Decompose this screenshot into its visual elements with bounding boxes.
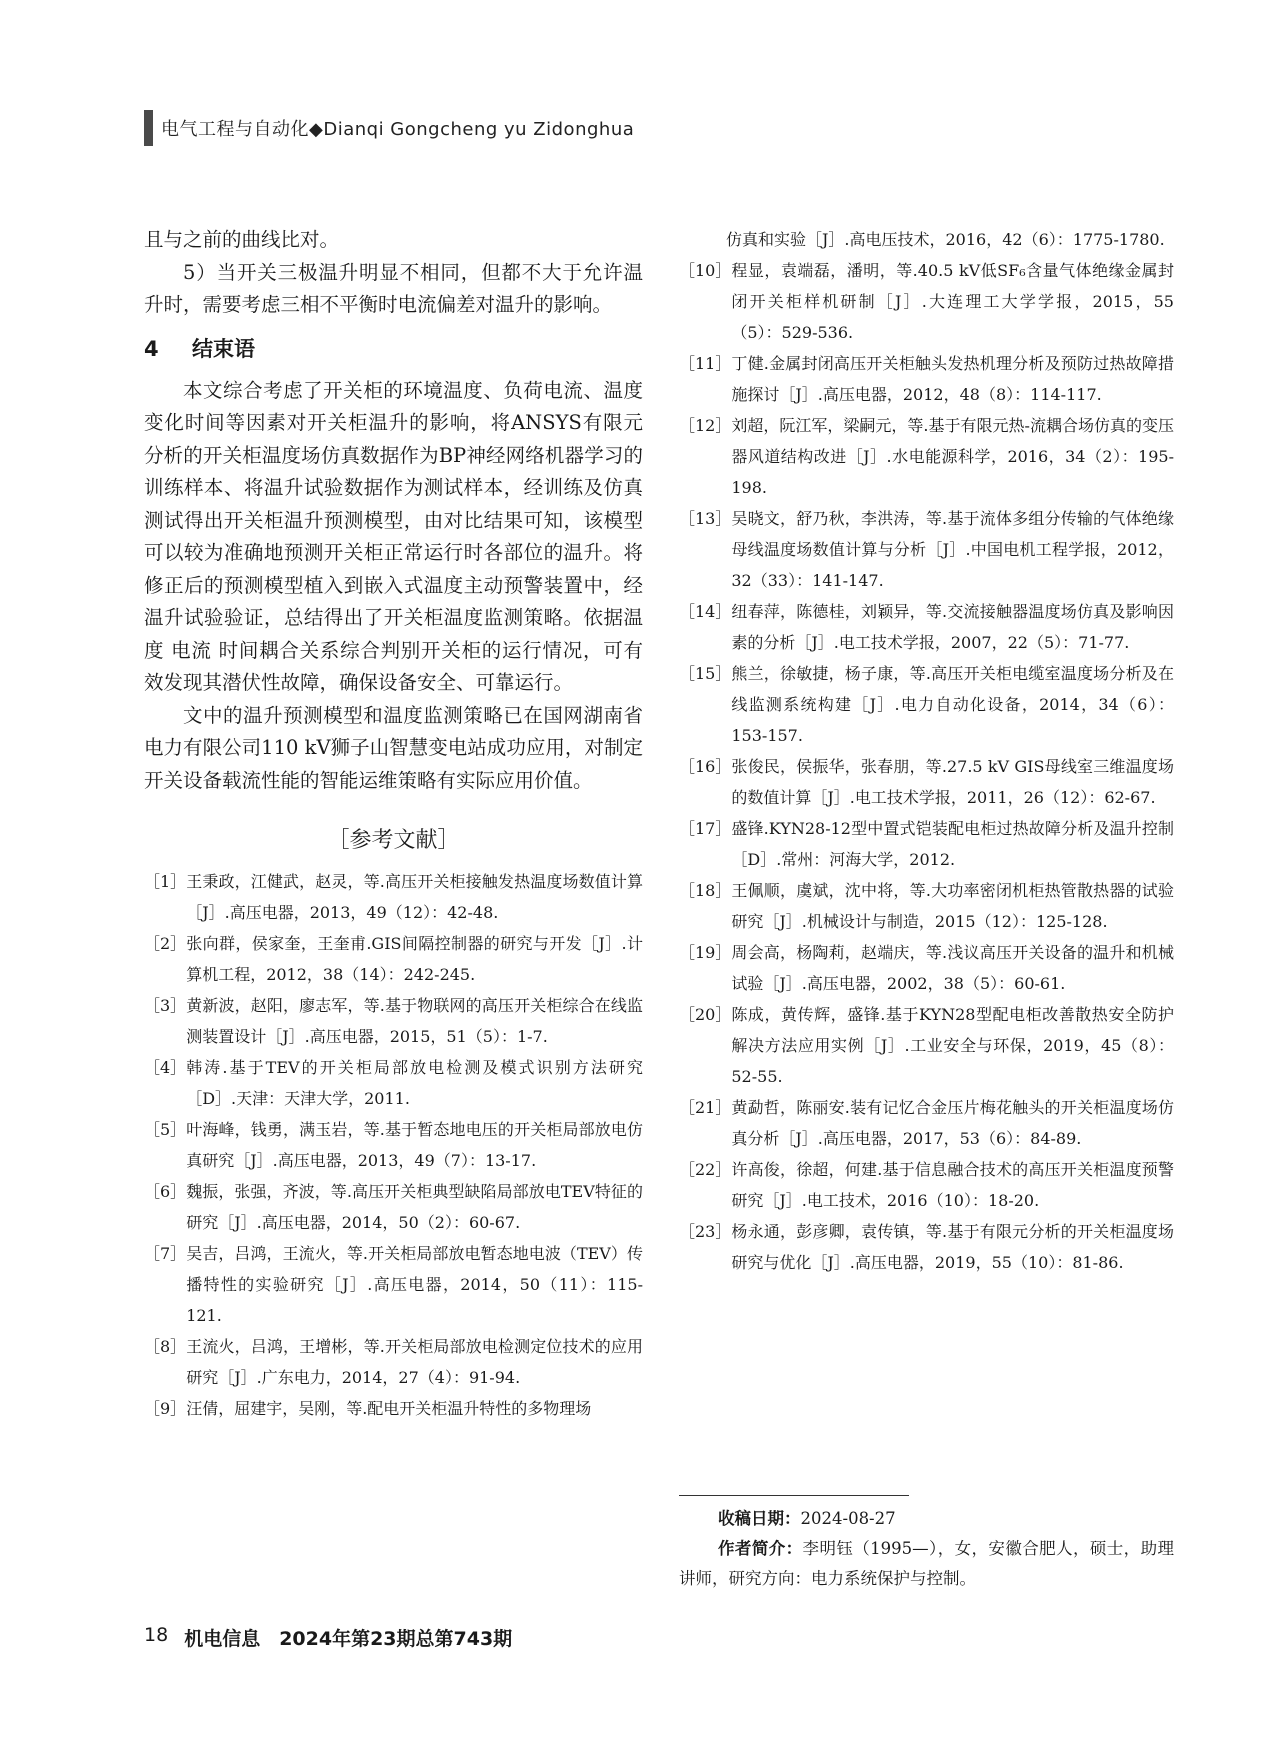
reference-text: 纽春萍，陈德桂，刘颖异，等.交流接触器温度场仿真及影响因素的分析［J］.电工技术学报，2007，22（5）：71-77.: [731, 602, 1174, 652]
reference-item: [144, 990, 643, 1052]
reference-number: ［12］: [679, 416, 732, 435]
reference-text: 黄勐哲，陈丽安.装有记忆合金压片梅花触头的开关柜温度场仿真分析［J］.高压电器，2017，53（6）：84-89.: [731, 1098, 1174, 1148]
footnote: [679, 1504, 1174, 1594]
received-value: 2024-08-27: [800, 1509, 896, 1528]
reference-item: [144, 1393, 643, 1424]
footnote-divider: [679, 1495, 909, 1496]
reference-number: ［3］: [144, 996, 187, 1015]
reference-number: ［23］: [679, 1222, 732, 1241]
reference-text: 吴晓文，舒乃秋，李洪涛，等.基于流体多组分传输的气体绝缘母线温度场数值计算与分析［J］.中国电机工程学报，2012，32（33）：141-147.: [731, 509, 1174, 590]
reference-item: [679, 410, 1174, 503]
reference-number: ［18］: [679, 881, 732, 900]
reference-item: [679, 1092, 1174, 1154]
header-title: 电气工程与自动化◆Dianqi Gongcheng yu Zidonghua: [161, 119, 635, 140]
reference-continuation: 仿真和实验［J］.高电压技术，2016，42（6）：1775-1780.: [726, 230, 1165, 249]
reference-number: ［7］: [144, 1244, 187, 1263]
reference-item: [144, 1052, 643, 1114]
author-value: 李明钰（1995—），女，安徽合肥人，硕士，助理讲师，研究方向：电力系统保护与控制。: [679, 1539, 1174, 1588]
reference-item: [679, 999, 1174, 1092]
reference-item: [679, 596, 1174, 658]
reference-number: ［16］: [679, 757, 732, 776]
received-label: 收稿日期：: [718, 1509, 801, 1528]
reference-item: [144, 1176, 643, 1238]
reference-number: ［20］: [679, 1005, 732, 1024]
reference-number: ［9］: [144, 1399, 187, 1418]
reference-text: 程显，袁端磊，潘明，等.40.5 kV低SF₆含量气体绝缘金属封闭开关柜样机研制［J］.大连理工大学学报，2015，55（5）：529-536.: [731, 261, 1174, 342]
page-number: 18: [144, 1624, 169, 1646]
section-number: 4: [144, 336, 159, 361]
reference-item: [144, 928, 643, 990]
reference-text: 许高俊，徐超，何建.基于信息融合技术的高压开关柜温度预警研究［J］.电工技术，2016（10）：18-20.: [731, 1160, 1174, 1210]
right-column: [679, 224, 1174, 1278]
section-heading: [144, 333, 643, 365]
reference-number: ［17］: [679, 819, 732, 838]
reference-number: ［19］: [679, 943, 732, 962]
reference-item: [679, 937, 1174, 999]
reference-number: ［1］: [144, 872, 187, 891]
reference-number: ［15］: [679, 664, 732, 683]
reference-item: [679, 875, 1174, 937]
conclusion-paragraph-2: 文中的温升预测模型和温度监测策略已在国网湖南省电力有限公司110 kV狮子山智慧变电站成功应用，对制定开关设备载流性能的智能运维策略有实际应用价值。: [144, 703, 643, 792]
reference-number: ［6］: [144, 1182, 187, 1201]
reference-text: 叶海峰，钱勇，满玉岩，等.基于暂态地电压的开关柜局部放电仿真研究［J］.高压电器，2013，49（7）：13-17.: [186, 1120, 643, 1170]
reference-text: 张俊民，侯振华，张春朋，等.27.5 kV GIS母线室三维温度场的数值计算［J］.电工技术学报，2011，26（12）：62-67.: [731, 757, 1174, 807]
author-bio: [679, 1534, 1174, 1594]
reference-item: [679, 1154, 1174, 1216]
reference-text: 刘超，阮江军，梁嗣元，等.基于有限元热-流耦合场仿真的变压器风道结构改进［J］.水电能源科学，2016，34（2）：195-198.: [731, 416, 1174, 497]
reference-text: 王秉政，江健武，赵灵，等.高压开关柜接触发热温度场数值计算［J］.高压电器，2013，49（12）：42-48.: [186, 872, 643, 922]
paragraph-continued: 且与之前的曲线比对。: [144, 228, 340, 251]
reference-number: ［22］: [679, 1160, 732, 1179]
paragraph-item-5: 5）当开关三极温升明显不相同，但都不大于允许温升时，需要考虑三相不平衡时电流偏差对温升的影响。: [144, 260, 643, 316]
journal-issue: 机电信息 2024年第23期总第743期: [184, 1628, 513, 1650]
reference-text: 张向群，侯家奎，王奎甫.GIS间隔控制器的研究与开发［J］.计算机工程，2012，38（14）：242-245.: [186, 934, 643, 984]
reference-item: [144, 1114, 643, 1176]
reference-item: [144, 866, 643, 928]
reference-text: 周会高，杨陶莉，赵端庆，等.浅议高压开关设备的温升和机械试验［J］.高压电器，2002，38（5）：60-61.: [731, 943, 1174, 993]
section-title: 结束语: [192, 336, 255, 361]
reference-text: 韩涛.基于TEV的开关柜局部放电检测及模式识别方法研究［D］.天津：天津大学，2011.: [186, 1058, 643, 1108]
reference-number: ［21］: [679, 1098, 732, 1117]
reference-text: 黄新波，赵阳，廖志军，等.基于物联网的高压开关柜综合在线监测装置设计［J］.高压电器，2015，51（5）：1-7.: [186, 996, 643, 1046]
reference-text: 杨永通，彭彦卿，袁传镇，等.基于有限元分析的开关柜温度场研究与优化［J］.高压电器，2019，55（10）：81-86.: [731, 1222, 1174, 1272]
left-column: [144, 224, 643, 1424]
reference-item: [144, 1331, 643, 1393]
reference-number: ［14］: [679, 602, 732, 621]
page-footer: [144, 1624, 512, 1651]
header-bar: [144, 110, 153, 146]
references-title: ［参考文献］: [327, 828, 460, 853]
reference-text: 陈成，黄传辉，盛锋.基于KYN28型配电柜改善散热安全防护解决方法应用实例［J］.工业安全与环保，2019，45（8）：52-55.: [731, 1005, 1174, 1086]
reference-number: ［4］: [144, 1058, 187, 1077]
reference-item: [679, 1216, 1174, 1278]
reference-item: [679, 255, 1174, 348]
reference-number: ［2］: [144, 934, 187, 953]
author-label: 作者简介：: [718, 1539, 803, 1558]
reference-number: ［10］: [679, 261, 732, 280]
reference-item: [679, 348, 1174, 410]
reference-number: ［8］: [144, 1337, 187, 1356]
reference-text: 王佩顺，虞斌，沈中将，等.大功率密闭机柜热管散热器的试验研究［J］.机械设计与制造，2015（12）：125-128.: [731, 881, 1174, 931]
reference-number: ［5］: [144, 1120, 187, 1139]
references-list-left: [144, 866, 643, 1424]
reference-number: ［13］: [679, 509, 732, 528]
reference-item: [679, 503, 1174, 596]
reference-text: 王流火，吕鸿，王增彬，等.开关柜局部放电检测定位技术的应用研究［J］.广东电力，2014，27（4）：91-94.: [186, 1337, 643, 1387]
received-date: [679, 1504, 1174, 1534]
conclusion-paragraph-1: 本文综合考虑了开关柜的环境温度、负荷电流、温度变化时间等因素对开关柜温升的影响，将ANSYS有限元分析的开关柜温度场仿真数据作为BP神经网络机器学习的训练样本、将温升试验数据作为测试样本，经训练及仿真测试得出开关柜温升预测模型，由对比结果可知，该模型可以较为准确地预测开关柜正常运行时各部位的温升。将修正后的预测模型植入到嵌入式温度主动预警装置中，经温升试验验证，总结得出了开关柜温度监测策略。依据温度 电流 时间耦合关系综合判别开关柜的运行情况，可有效发现其潜伏性故障，确保设备安全、可靠运行。: [144, 378, 643, 694]
reference-item: [679, 813, 1174, 875]
reference-number: ［11］: [679, 354, 732, 373]
reference-text: 魏振，张强，齐波，等.高压开关柜典型缺陷局部放电TEV特征的研究［J］.高压电器，2014，50（2）：60-67.: [186, 1182, 643, 1232]
reference-item: [679, 658, 1174, 751]
reference-text: 盛锋.KYN28-12型中置式铠装配电柜过热故障分析及温升控制［D］.常州：河海大学，2012.: [731, 819, 1174, 869]
running-header: [144, 110, 634, 146]
reference-text: 熊兰，徐敏捷，杨子康，等.高压开关柜电缆室温度场分析及在线监测系统构建［J］.电力自动化设备，2014，34（6）：153-157.: [731, 664, 1174, 745]
reference-item: [144, 1238, 643, 1331]
reference-text: 汪倩，屈建宇，吴刚，等.配电开关柜温升特性的多物理场: [186, 1399, 592, 1418]
reference-text: 丁健.金属封闭高压开关柜触头发热机理分析及预防过热故障措施探讨［J］.高压电器，2012，48（8）：114-117.: [731, 354, 1174, 404]
reference-text: 吴吉，吕鸿，王流火，等.开关柜局部放电暂态地电波（TEV）传播特性的实验研究［J］.高压电器，2014，50（11）：115-121.: [186, 1244, 643, 1325]
references-list-right: [679, 255, 1174, 1278]
reference-item: [679, 751, 1174, 813]
